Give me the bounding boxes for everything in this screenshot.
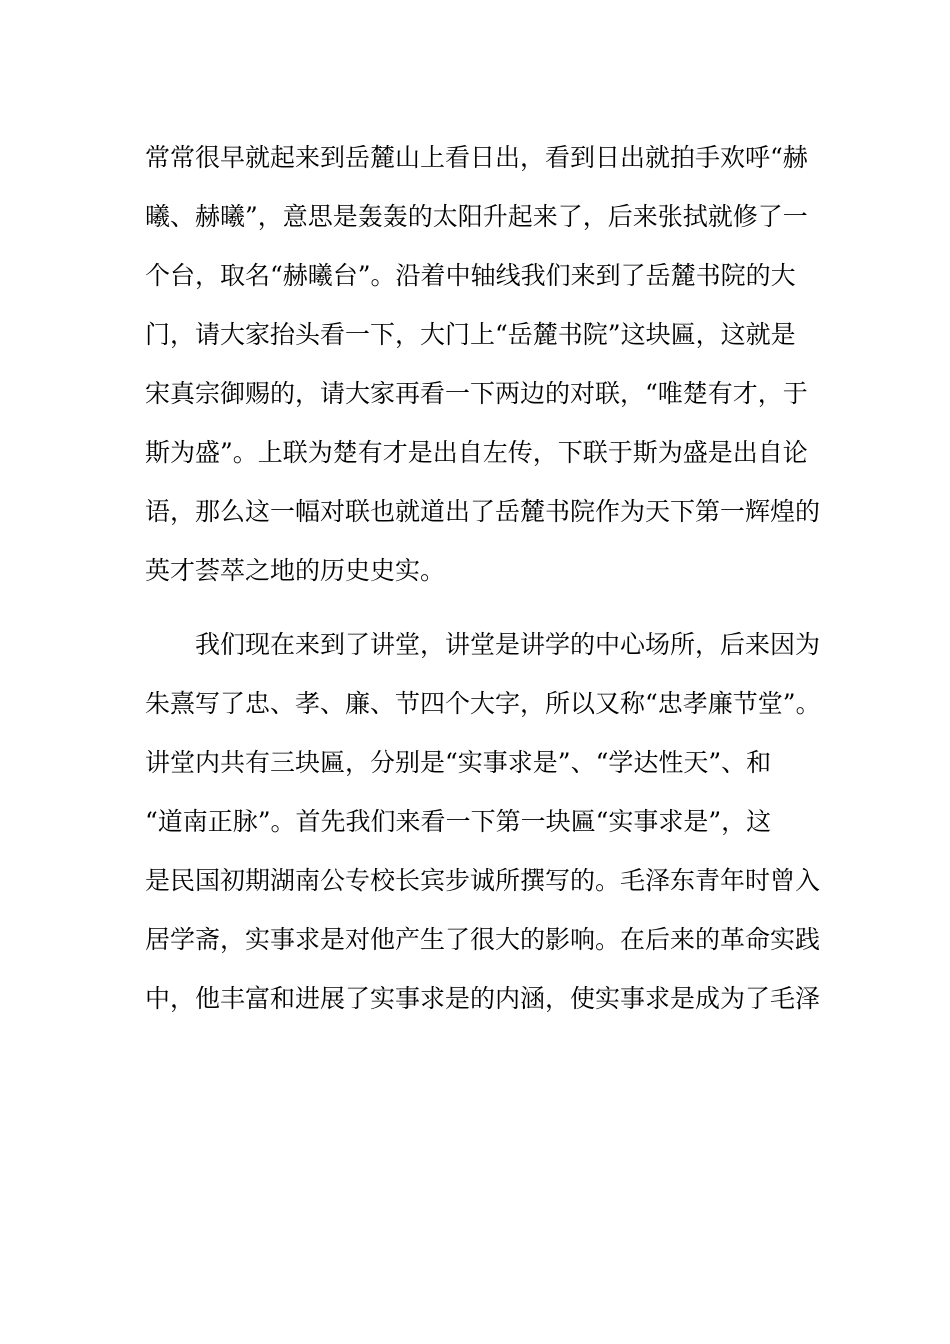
- body-text: [145, 128, 825, 1028]
- text-line: 常常很早就起来到岳麓山上看日出，看到日出就拍手欢呼“赫: [145, 143, 808, 172]
- text-line: 英才荟萃之地的历史史实。: [145, 556, 446, 585]
- text-line: 斯为盛”。上联为楚有才是出自左传，下联于斯为盛是出自论: [145, 438, 808, 467]
- paragraph-2: [145, 615, 825, 1028]
- text-line: 中，他丰富和进展了实事求是的内涵，使实事求是成为了毛泽: [145, 984, 821, 1013]
- text-line: 我们现在来到了讲堂，讲堂是讲学的中心场所，后来因为: [195, 630, 821, 659]
- text-line: 个台，取名“赫曦台”。沿着中轴线我们来到了岳麓书院的大: [145, 261, 796, 290]
- text-line: 曦、赫曦”，意思是轰轰的太阳升起来了，后来张拭就修了一: [145, 202, 808, 231]
- text-line: 讲堂内共有三块匾，分别是“实事求是”、“学达性天”、和: [145, 748, 772, 777]
- text-line: 是民国初期湖南公专校长宾步诚所撰写的。毛泽东青年时曾入: [145, 866, 821, 895]
- paragraph-gap: [145, 600, 825, 615]
- text-line: 语，那么这一幅对联也就道出了岳麓书院作为天下第一辉煌的: [145, 497, 821, 526]
- text-line: 朱熹写了忠、孝、廉、节四个大字，所以又称“忠孝廉节堂”。: [145, 689, 821, 718]
- text-line: “道南正脉”。首先我们来看一下第一块匾“实事求是”，这: [145, 807, 772, 836]
- text-line: 宋真宗御赐的，请大家再看一下两边的对联，“唯楚有才，于: [145, 379, 808, 408]
- text-line: 居学斋，实事求是对他产生了很大的影响。在后来的革命实践: [145, 925, 821, 954]
- paragraph-1: [145, 128, 825, 600]
- text-line: 门，请大家抬头看一下，大门上“岳麓书院”这块匾，这就是: [145, 320, 796, 349]
